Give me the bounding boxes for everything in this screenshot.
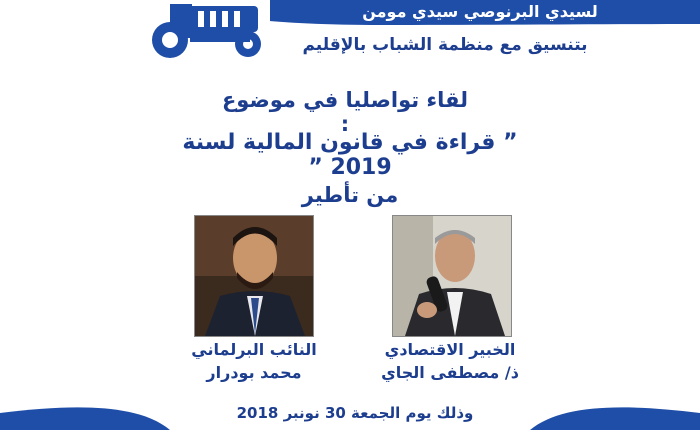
speaker-left-role: النائب البرلماني: [191, 340, 317, 359]
speaker-right: [370, 340, 530, 382]
coordination-text: بتنسيق مع منظمة الشباب بالإقليم: [302, 35, 588, 55]
organizers-heading: من تأطير: [301, 183, 399, 207]
tractor-icon: [140, 0, 275, 62]
speaker-right-name: ذ/ مصطفى الجاي: [381, 363, 519, 382]
party-name: لسيدي البرنوصي سيدي مومن: [362, 2, 598, 21]
speaker-photo-left: [194, 215, 314, 337]
speaker-left: [174, 340, 334, 382]
event-date: وذلك يوم الجمعة 30 نونبر 2018: [236, 404, 474, 422]
speaker-photo-right: [392, 215, 512, 337]
speaker-left-name: محمد بودرار: [206, 363, 302, 382]
speaker-right-role: الخبير الاقتصادي: [384, 340, 516, 359]
topic-title: ” قراءة في قانون المالية لسنة 2019 ”: [182, 130, 518, 180]
topic-intro: لقاء تواصليا في موضوع :: [221, 88, 469, 136]
